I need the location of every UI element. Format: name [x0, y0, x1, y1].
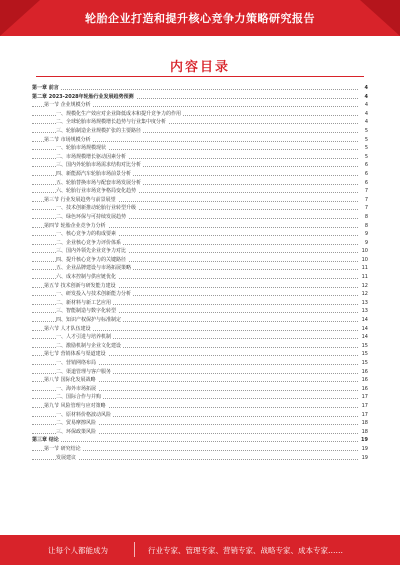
toc-entry-title: 四、提升核心竞争力的关键路径 [56, 256, 127, 263]
toc-entry[interactable] [32, 101, 368, 110]
toc-entry-title: 四、知识产权保护与标准制定 [56, 317, 122, 324]
toc-entry-title: 一、营销网络布局 [56, 360, 97, 366]
toc-entry[interactable] [32, 187, 368, 196]
toc-entry-title: 五、企业品牌建设与市场拓展策略 [56, 265, 132, 272]
toc-entry-page: 10 [361, 256, 368, 263]
toc-entry-page: 17 [361, 411, 368, 418]
toc-entry[interactable] [32, 385, 368, 394]
header-band [0, 0, 400, 36]
toc-heading: 内容目录 [169, 60, 230, 75]
toc-entry-title: 第三节 行业发展趋势与前景展望 [44, 196, 116, 203]
toc-entry-page: 15 [361, 351, 368, 358]
toc-entry-title: 第一章 前言 [32, 85, 59, 91]
toc-entry-title: 二、国际合作与并购 [56, 394, 102, 401]
footer-slogan: 让每个人都能成为 [48, 546, 108, 555]
toc-entry[interactable] [32, 445, 368, 454]
toc-entry-title: 第五节 技术创新与研发能力建设 [44, 282, 116, 289]
report-title: 轮胎企业打造和提升核心竞争力策略研究报告 [85, 12, 315, 25]
toc-entry[interactable] [32, 290, 368, 299]
toc-entry-title: 二、渠道管理与客户服务 [56, 368, 112, 375]
toc-entry-page: 9 [364, 239, 368, 246]
toc-entry[interactable] [32, 213, 368, 222]
toc-entry-title: 四、新能源汽车轮胎市场前景分析 [56, 170, 132, 177]
toc-entry-page: 5 [364, 145, 368, 152]
toc-entry-page: 15 [361, 360, 368, 366]
toc-entry-title: 第三章 结论 [32, 437, 59, 444]
toc-entry-page: 4 [364, 119, 368, 126]
toc-entry-title: 二、全球轮胎市场规模增长趋势与行业集中度分析 [56, 119, 167, 126]
toc-entry-title: 第九节 风险管理与应对策略 [44, 402, 106, 409]
toc-entry[interactable] [32, 307, 368, 316]
toc-entry-page: 4 [364, 110, 368, 117]
toc-entry[interactable] [32, 411, 368, 420]
toc-entry-page: 18 [361, 428, 368, 435]
toc-entry[interactable] [32, 436, 368, 445]
toc-entry-title: 一、研发投入与技术创新能力分析 [56, 291, 132, 298]
toc-entry[interactable] [32, 454, 368, 463]
toc-entry-title: 第一节 企业规模分析 [44, 102, 91, 109]
toc-entry[interactable] [32, 350, 368, 359]
toc-entry-title: 第七节 营销体系与渠道建设 [44, 351, 106, 358]
toc-entry[interactable] [32, 230, 368, 239]
toc-entry[interactable] [32, 196, 368, 205]
footer-band [0, 535, 400, 565]
toc-entry[interactable] [32, 153, 368, 162]
toc-entry[interactable] [32, 333, 368, 342]
toc-entry-title: 一、核心竞争力的构成要素 [56, 231, 117, 238]
toc-entry-page: 11 [361, 274, 368, 281]
toc-entry-page: 7 [364, 188, 368, 195]
toc-entry-page: 6 [364, 179, 368, 186]
toc-entry[interactable] [32, 264, 368, 273]
toc-entry-page: 14 [361, 325, 368, 332]
toc-entry-page: 7 [364, 205, 368, 212]
toc-entry-page: 16 [361, 377, 368, 384]
toc-entry-page: 11 [361, 265, 368, 272]
toc-entry[interactable] [32, 393, 368, 402]
toc-entry[interactable] [32, 127, 368, 136]
toc-entry-page: 10 [361, 248, 368, 255]
toc-entry-title: 二、企业核心竞争力评价体系 [56, 239, 122, 246]
footer-roles: 行业专家、管理专家、营销专家、战略专家、成本专家…… [148, 546, 343, 555]
toc-entry-title: 五、轮胎替换市场与配套市场发展分析 [56, 179, 142, 186]
toc-entry[interactable] [32, 316, 368, 325]
toc-leader-dots [32, 436, 358, 442]
toc-entry-page: 17 [361, 402, 368, 409]
toc-entry[interactable] [32, 299, 368, 308]
toc-entry[interactable] [32, 144, 368, 153]
toc-entry-title: 第八节 国际化发展战略 [44, 377, 96, 384]
table-of-contents [32, 84, 368, 462]
toc-entry-page: 6 [364, 170, 368, 177]
toc-entry-page: 9 [364, 231, 368, 238]
toc-entry[interactable] [32, 118, 368, 127]
toc-entry-title: 六、成本控制与供应链优化 [56, 274, 117, 281]
toc-entry-title: 第二章 2023-2028年轮胎行业发展趋势预测 [32, 93, 134, 100]
toc-entry[interactable] [32, 428, 368, 437]
toc-entry-title: 第六节 人才队伍建设 [44, 325, 91, 332]
toc-entry[interactable] [32, 256, 368, 265]
toc-entry-page: 14 [361, 334, 368, 341]
toc-entry-title: 六、轮胎行业市场竞争格局变化趋势 [56, 188, 137, 195]
toc-entry[interactable] [32, 170, 368, 179]
toc-entry-page: 6 [364, 162, 368, 169]
toc-entry-title: 一、规模化生产效应对企业降低成本和提升竞争力的作用 [56, 110, 182, 117]
toc-entry-title: 三、国内外领先企业竞争力对比 [56, 248, 127, 255]
toc-entry[interactable] [32, 136, 368, 145]
toc-entry[interactable] [32, 359, 368, 368]
toc-entry-page: 5 [364, 136, 368, 143]
toc-entry-page: 4 [364, 93, 368, 100]
footer-separator [134, 542, 135, 557]
toc-entry[interactable] [32, 239, 368, 248]
toc-entry[interactable] [32, 368, 368, 377]
toc-entry-page: 12 [361, 291, 368, 298]
toc-entry-title: 二、市场规模增长驱动因素分析 [56, 153, 127, 160]
toc-entry-page: 8 [364, 222, 368, 229]
toc-entry-title: 三、环保政策风险 [56, 428, 97, 435]
toc-entry-page: 13 [361, 308, 368, 315]
toc-entry[interactable] [32, 247, 368, 256]
toc-heading-rule [36, 76, 364, 77]
toc-entry[interactable] [32, 161, 368, 170]
toc-entry[interactable] [32, 84, 368, 93]
toc-entry[interactable] [32, 282, 368, 291]
toc-entry-page: 16 [361, 368, 368, 375]
toc-entry-page: 8 [364, 213, 368, 220]
toc-entry[interactable] [32, 325, 368, 334]
toc-entry-page: 12 [361, 282, 368, 289]
toc-entry-title: 三、国内外轮胎市场需求结构对比分析 [56, 162, 142, 169]
toc-entry-page: 19 [361, 445, 368, 452]
toc-entry-title: 发展建议 [56, 454, 77, 461]
toc-entry[interactable] [32, 376, 368, 385]
toc-entry[interactable] [32, 342, 368, 351]
toc-entry[interactable] [32, 179, 368, 188]
toc-entry-title: 第一节 研究结论 [44, 445, 81, 452]
toc-entry[interactable] [32, 273, 368, 282]
toc-entry-title: 二、激励机制与企业文化建设 [56, 342, 122, 349]
toc-entry-page: 19 [361, 437, 368, 444]
toc-entry-page: 18 [361, 420, 368, 427]
toc-entry-title: 二、新材料与新工艺应用 [56, 299, 112, 306]
toc-entry-title: 一、海外市场拓展 [56, 385, 97, 392]
toc-entry-page: 13 [361, 299, 368, 306]
toc-entry-page: 7 [364, 196, 368, 203]
toc-entry-page: 17 [361, 394, 368, 401]
toc-entry-page: 5 [364, 153, 368, 160]
toc-leader-dots [32, 454, 358, 460]
toc-entry-page: 19 [361, 454, 368, 461]
toc-entry-title: 一、技术创新推动轮胎行业转型升级 [56, 205, 137, 212]
toc-entry-title: 一、人才引进与培养机制 [56, 334, 112, 341]
toc-entry-title: 一、原材料价格波动风险 [56, 411, 112, 418]
toc-entry-title: 第四节 轮胎企业竞争力分析 [44, 222, 106, 229]
toc-entry-title: 二、贸易摩擦风险 [56, 420, 97, 427]
toc-entry-title: 一、轮胎市场规模现状 [56, 145, 107, 152]
toc-entry-page: 14 [361, 317, 368, 324]
toc-entry[interactable] [32, 204, 368, 213]
toc-entry-title: 三、轮胎制造企业规模扩张的主要路径 [56, 127, 142, 134]
toc-entry-title: 第二节 市场规模分析 [44, 136, 91, 143]
toc-entry-page: 16 [361, 385, 368, 392]
toc-entry-title: 二、绿色环保与可持续发展趋势 [56, 213, 127, 220]
toc-leader-dots [32, 84, 358, 90]
toc-entry-page: 5 [364, 127, 368, 134]
toc-entry[interactable] [32, 402, 368, 411]
toc-entry-page: 4 [364, 102, 368, 109]
toc-entry[interactable] [32, 110, 368, 119]
toc-entry[interactable] [32, 222, 368, 231]
toc-entry-title: 三、智能制造与数字化转型 [56, 308, 117, 315]
toc-entry[interactable] [32, 93, 368, 102]
toc-entry-page: 15 [361, 342, 368, 349]
toc-entry-page: 4 [364, 85, 368, 91]
toc-entry[interactable] [32, 419, 368, 428]
